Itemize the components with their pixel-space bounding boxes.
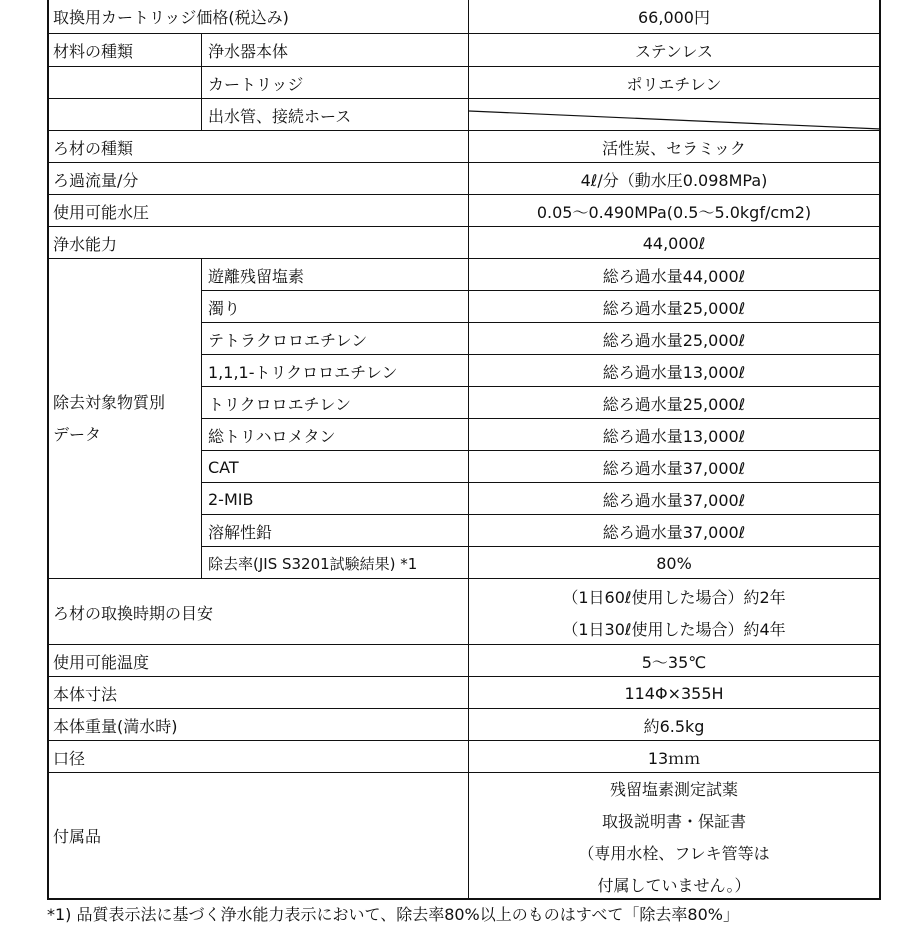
removal-group-label — [53, 259, 165, 579]
row-value: 5～35℃ — [468, 645, 879, 677]
removal-row-trichloroethane — [201, 354, 879, 387]
row-sublabel: CAT — [201, 451, 465, 483]
row-label: 口径 — [53, 748, 86, 768]
row-value: 総ろ過水量25,000ℓ — [468, 291, 879, 323]
row-sublabel: 出水管、接続ホース — [201, 99, 465, 131]
accessory-line-2: 取扱説明書・保証書 — [601, 812, 746, 831]
row-label: 取換用カートリッジ価格(税込み) — [53, 7, 289, 27]
table-row-temperature — [49, 644, 879, 677]
table-row-weight — [49, 708, 879, 741]
table-row-capacity — [49, 226, 879, 259]
row-value: 0.05～0.490MPa(0.5～5.0kgf/cm2) — [468, 195, 879, 227]
row-value: 約6.5kg — [468, 709, 879, 741]
row-sublabel: 遊離残留塩素 — [201, 259, 465, 291]
table-row-replacement — [49, 578, 879, 645]
row-label: ろ材の取換時期の目安 — [53, 603, 214, 623]
row-value: 総ろ過水量37,000ℓ — [468, 483, 879, 515]
accessory-line-3: （専用水栓、フレキ管等は — [578, 844, 770, 863]
table-row-filter-type — [49, 130, 879, 163]
row-value: 総ろ過水量37,000ℓ — [468, 515, 879, 547]
row-label: 使用可能水圧 — [53, 202, 150, 222]
row-label: ろ材の種類 — [53, 138, 134, 158]
removal-label-line2: データ — [53, 425, 102, 444]
table-row-diameter — [49, 740, 879, 773]
row-value: 活性炭、セラミック — [468, 131, 879, 163]
removal-row-cat — [201, 450, 879, 483]
row-sublabel: 浄水器本体 — [201, 34, 465, 67]
row-value: 13ｍｍ — [468, 741, 879, 773]
row-value: 総ろ過水量13,000ℓ — [468, 355, 879, 387]
accessory-line-1: 残留塩素測定試薬 — [609, 780, 738, 799]
accessories-values — [468, 773, 879, 898]
table-row-cartridge-price — [49, 0, 879, 33]
row-sublabel: 総トリハロメタン — [201, 419, 465, 451]
table-row-dimensions — [49, 676, 879, 709]
removal-row-lead — [201, 514, 879, 547]
row-sublabel: テトラクロロエチレン — [201, 323, 465, 355]
subcolumn-divider-material — [201, 33, 202, 130]
row-value: ポリエチレン — [468, 67, 879, 99]
diagonal-strike-line — [49, 99, 883, 131]
replacement-line-2: （1日30ℓ使用した場合）約4年 — [562, 620, 786, 639]
row-label: 浄水能力 — [53, 234, 118, 254]
row-value: 66,000円 — [468, 0, 879, 33]
table-row-material-body — [49, 33, 879, 67]
row-value: 総ろ過水量25,000ℓ — [468, 387, 879, 419]
table-row-material-cartridge — [49, 66, 879, 99]
row-label: ろ過流量/分 — [53, 170, 139, 190]
table-row-material-hose — [49, 98, 879, 131]
row-label: 付属品 — [53, 827, 102, 846]
row-value: 4ℓ/分（動水圧0.098MPa) — [468, 163, 879, 195]
removal-row-tetrachloroethylene — [201, 322, 879, 355]
row-label: 材料の種類 — [53, 42, 134, 61]
row-label: 本体重量(満水時) — [53, 716, 178, 736]
removal-row-free-chlorine — [49, 258, 879, 291]
replacement-line-1: （1日60ℓ使用した場合）約2年 — [562, 588, 786, 607]
row-value: 総ろ過水量25,000ℓ — [468, 323, 879, 355]
removal-row-trihalomethane — [201, 418, 879, 451]
row-value: 80% — [468, 547, 879, 579]
removal-row-2mib — [201, 482, 879, 515]
row-sublabel: 濁り — [201, 291, 465, 323]
row-sublabel: 1,1,1-トリクロロエチレン — [201, 355, 465, 387]
row-sublabel: 除去率(JIS S3201試験結果) *1 — [201, 547, 465, 579]
subcolumn-divider-removal — [201, 258, 202, 578]
row-value: 114Φ×355H — [468, 677, 879, 709]
replacement-values — [468, 579, 879, 645]
row-label: 本体寸法 — [53, 684, 118, 704]
spec-table — [47, 0, 881, 900]
removal-label-line1: 除去対象物質別 — [53, 393, 166, 412]
row-value: 総ろ過水量44,000ℓ — [468, 259, 879, 291]
row-value: 総ろ過水量13,000ℓ — [468, 419, 879, 451]
row-sublabel: カートリッジ — [201, 67, 465, 99]
table-row-pressure — [49, 194, 879, 227]
row-sublabel: 2-MIB — [201, 483, 465, 515]
removal-row-trichloroethylene — [201, 386, 879, 419]
accessory-line-4: 付属していません。） — [597, 876, 751, 895]
table-row-accessories — [49, 772, 879, 898]
removal-row-turbidity — [201, 290, 879, 323]
row-sublabel: トリクロロエチレン — [201, 387, 465, 419]
removal-row-removal-rate — [201, 546, 879, 579]
row-value: 総ろ過水量37,000ℓ — [468, 451, 879, 483]
footnote: *1) 品質表示法に基づく浄水能力表示において、除去率80%以上のものはすべて「除去率80%」 — [47, 905, 739, 924]
row-value: 44,000ℓ — [468, 227, 879, 259]
row-label: 使用可能温度 — [53, 652, 150, 672]
table-row-flow-rate — [49, 162, 879, 195]
row-sublabel: 溶解性鉛 — [201, 515, 465, 547]
row-value: ステンレス — [468, 34, 879, 67]
